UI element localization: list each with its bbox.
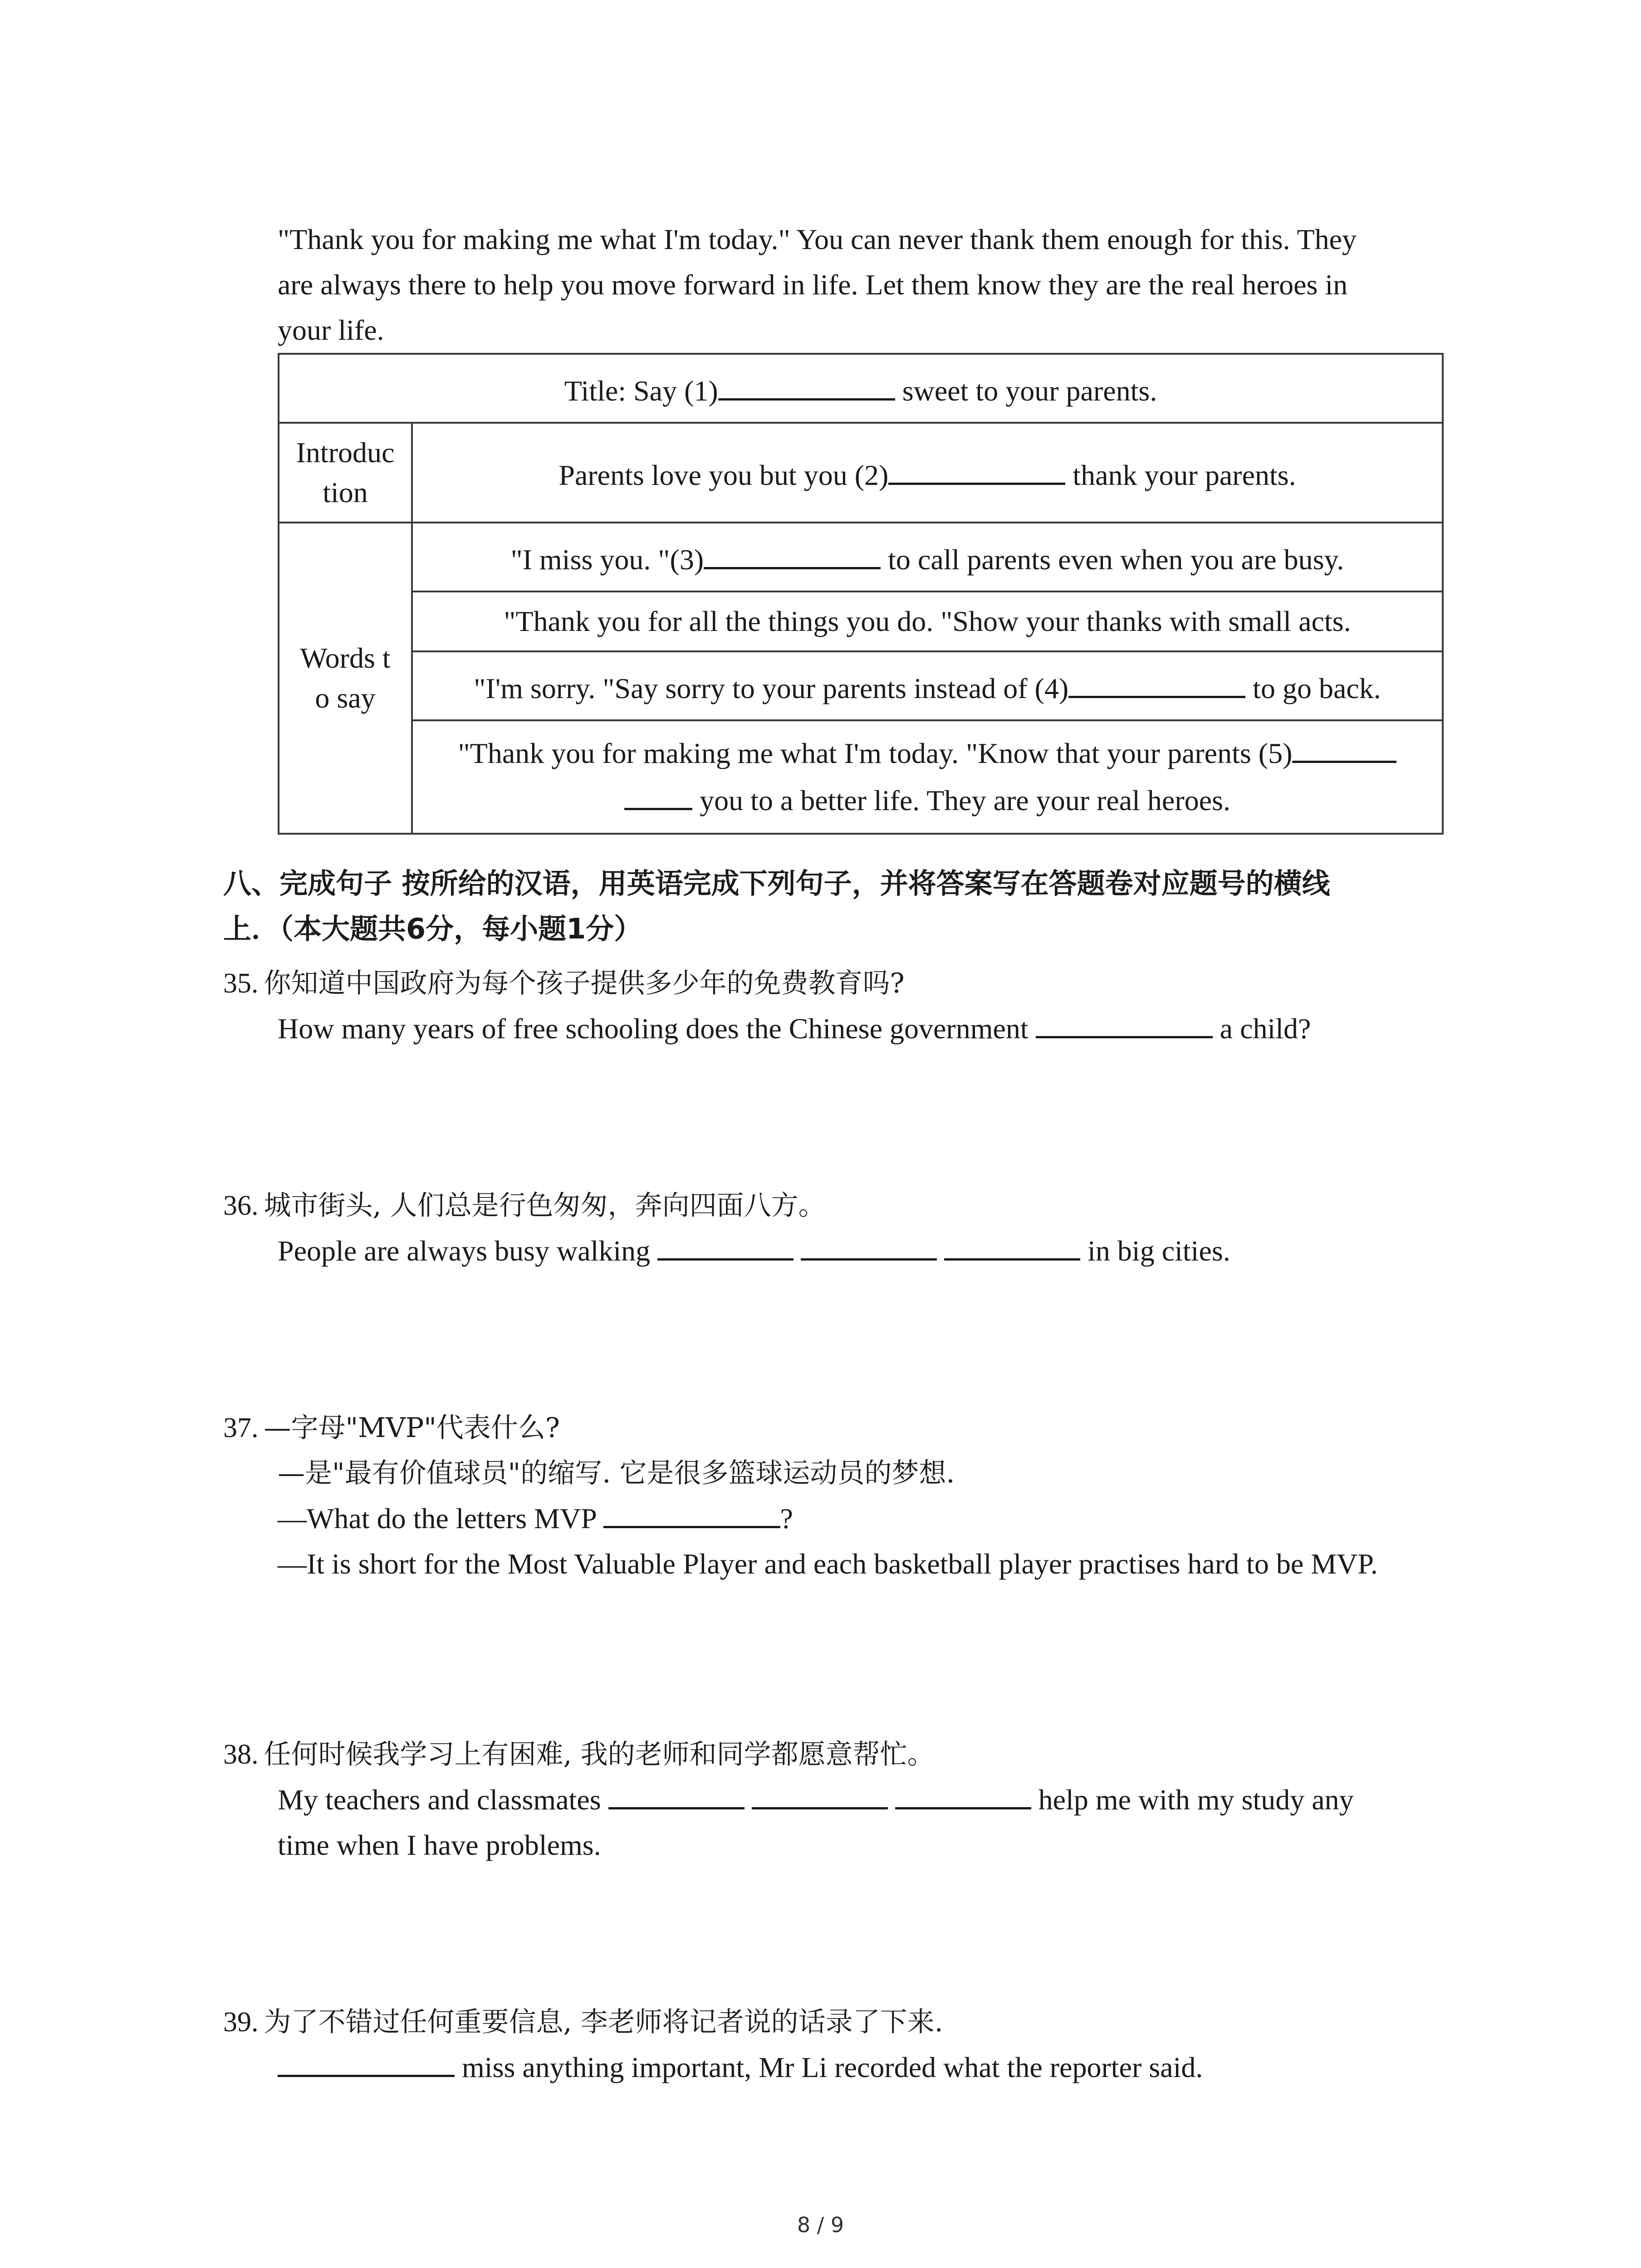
section-header	[223, 861, 1448, 952]
introduction-label	[279, 423, 412, 523]
question-37	[223, 1405, 1457, 1587]
row-text-end: you to a better life. They are your real heroes.	[692, 784, 1230, 816]
question-chinese-line2: —是"最有价值球员"的缩写. 它是很多篮球运动员的梦想.	[278, 1457, 955, 1489]
question-36	[223, 1183, 1457, 1274]
reading-passage-ending	[278, 217, 1457, 353]
answer-blank[interactable]	[801, 1229, 937, 1261]
intro-text-end: thank your parents.	[1065, 459, 1296, 491]
question-english-end: a child?	[1212, 1012, 1311, 1045]
words-row-4	[279, 720, 1443, 834]
question-english-line2: time when I have problems.	[278, 1829, 601, 1861]
words-content-2	[412, 591, 1443, 651]
question-english-end: ?	[780, 1502, 793, 1535]
title-text-end: sweet to your parents.	[895, 374, 1157, 407]
question-english-line2: —It is short for the Most Valuable Player and each basketball player practises hard to be MVP.	[278, 1548, 1378, 1580]
passage-line: are always there to help you move forward in life. Let them know they are the real heroes in	[278, 269, 1348, 301]
answer-blank-4[interactable]	[1068, 667, 1245, 698]
table-title-row	[279, 354, 1443, 423]
label-line: Introduc	[296, 436, 395, 469]
section-header-line: 八、完成句子 按所给的汉语，用英语完成下列句子，并将答案写在答题卷对应题号的横线	[223, 867, 1330, 900]
introduction-content	[412, 423, 1443, 523]
question-english: —What do the letters MVP	[278, 1502, 603, 1535]
question-number: 37.	[223, 1413, 259, 1443]
answer-blank-5b[interactable]	[624, 779, 692, 810]
question-chinese: 为了不错过任何重要信息, 李老师将记者说的话录了下来.	[264, 2006, 943, 2038]
question-chinese: 任何时候我学习上有困难, 我的老师和同学都愿意帮忙。	[264, 1739, 935, 1770]
page-number: 8 / 9	[797, 2213, 844, 2237]
words-row-2	[279, 591, 1443, 651]
question-chinese: 城市街头, 人们总是行色匆匆，奔向四面八方。	[264, 1190, 826, 1222]
passage-line: your life.	[278, 314, 384, 346]
row-text: "Thank you for making me what I'm today. "Know that your parents (5)	[458, 737, 1293, 769]
words-to-say-label	[279, 523, 412, 834]
question-number: 36.	[223, 1190, 259, 1221]
question-english-end: help me with my study any	[1031, 1784, 1354, 1816]
introduction-row	[279, 423, 1443, 523]
label-line: Words t	[300, 642, 391, 674]
answer-blank[interactable]	[657, 1229, 794, 1261]
words-content-4	[412, 720, 1443, 834]
answer-blank[interactable]	[608, 1778, 745, 1809]
question-35	[223, 961, 1457, 1051]
summary-table	[278, 353, 1444, 835]
label-line: tion	[323, 476, 368, 508]
question-39	[223, 1999, 1457, 2090]
question-english: How many years of free schooling does the Chinese government	[278, 1012, 1036, 1045]
answer-blank[interactable]	[603, 1497, 780, 1528]
question-english: My teachers and classmates	[278, 1784, 608, 1816]
answer-blank[interactable]	[895, 1778, 1031, 1809]
question-chinese: 你知道中国政府为每个孩子提供多少年的免费教育吗?	[264, 968, 905, 999]
answer-blank[interactable]	[944, 1229, 1080, 1261]
title-text: Title: Say (1)	[564, 374, 718, 407]
words-content-1	[412, 523, 1443, 591]
question-number: 38.	[223, 1739, 259, 1770]
question-chinese: —字母"MVP"代表什么?	[264, 1412, 560, 1444]
answer-blank-3[interactable]	[704, 538, 881, 569]
question-number: 35.	[223, 968, 259, 999]
answer-blank-5a[interactable]	[1292, 732, 1396, 763]
answer-blank-2[interactable]	[888, 454, 1065, 485]
answer-blank[interactable]	[1036, 1007, 1213, 1038]
answer-blank-1[interactable]	[718, 369, 895, 401]
row-text: "I'm sorry. "Say sorry to your parents instead of (4)	[474, 672, 1069, 704]
section-header-line: 上．（本大题共6分，每小题1分）	[223, 912, 642, 945]
question-number: 39.	[223, 2007, 259, 2038]
intro-text: Parents love you but you (2)	[558, 459, 889, 491]
table-title-cell	[279, 354, 1443, 423]
row-text: "I miss you. "(3)	[510, 543, 704, 576]
question-english-end: miss anything important, Mr Li recorded what the reporter said.	[455, 2051, 1203, 2083]
label-line: o say	[315, 682, 376, 714]
words-content-3	[412, 651, 1443, 720]
question-english-end: in big cities.	[1080, 1235, 1230, 1267]
row-text-end: to go back.	[1245, 672, 1381, 704]
answer-blank[interactable]	[278, 2046, 455, 2077]
question-38	[223, 1732, 1457, 1868]
question-english: People are always busy walking	[278, 1235, 658, 1267]
answer-blank[interactable]	[752, 1778, 888, 1809]
row-text: "Thank you for all the things you do. "Show your thanks with small acts.	[504, 605, 1351, 637]
passage-line: "Thank you for making me what I'm today." You can never thank them enough for this. They	[278, 223, 1357, 255]
row-text-end: to call parents even when you are busy.	[881, 543, 1344, 576]
words-row-3	[279, 651, 1443, 720]
words-row-1	[279, 523, 1443, 591]
